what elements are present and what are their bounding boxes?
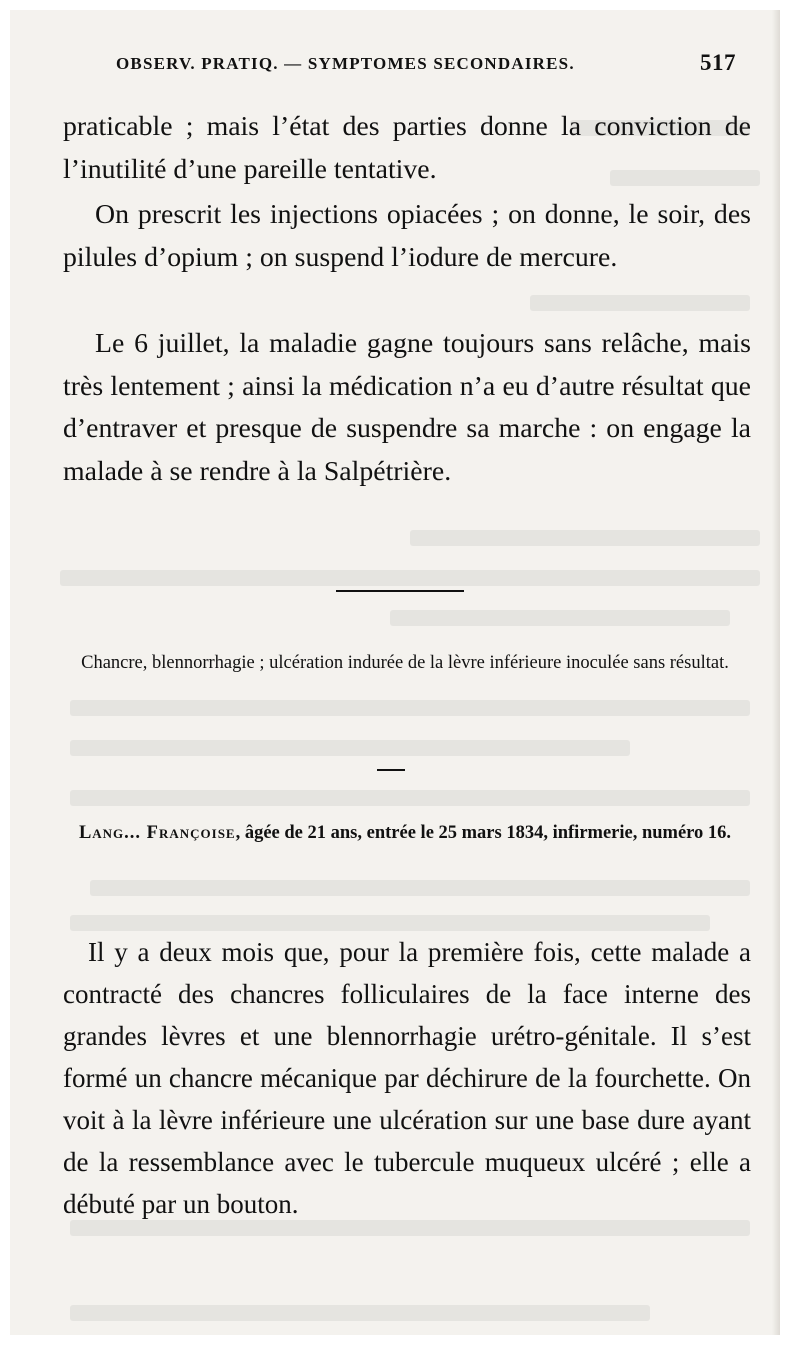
patient-details: , âgée de 21 ans, entrée le 25 mars 1834, infirmerie, numéro 16.	[235, 823, 732, 843]
paragraph-1: praticable ; mais l’état des parties donne la conviction de l’inutilité d’une pareille tentative.	[63, 111, 751, 185]
patient-name: Lang... Françoise	[78, 823, 236, 843]
paragraph-3: Le 6 juillet, la maladie gagne toujours sans relâche, mais très lentement ; ainsi la médication n’a eu d’autre résultat que d’entraver et presque de suspendre sa marche : on engage la malade à se rendre à la Salpétrière.	[63, 328, 751, 487]
running-title: OBSERV. PRATIQ. — SYMPTOMES SECONDAIRES.	[116, 54, 575, 73]
patient-line	[60, 820, 750, 846]
page-number: 517	[700, 50, 736, 75]
section-divider	[336, 590, 464, 592]
paragraph-2: On prescrit les injections opiacées ; on donne, le soir, des pilules d’opium ; on suspend l’iodure de mercure.	[63, 199, 751, 273]
short-divider	[377, 769, 405, 771]
running-header	[116, 50, 736, 76]
page-edge	[772, 10, 780, 1335]
book-page	[10, 10, 780, 1335]
case-paragraph: Il y a deux mois que, pour la première fois, cette malade a contracté des chancres folliculaires de la face interne des grandes lèvres et une blennorrhagie urétro-génitale. Il s’est formé un chancre mécanique par déchirure de la fourchette. On voit à la lèvre inférieure une ulcération sur une base dure ayant de la ressemblance avec le tubercule muqueux ulcéré ; elle a débuté par un bouton.	[63, 937, 751, 1219]
case-title: Chancre, blennorrhagie ; ulcération indurée de la lèvre inférieure inoculée sans résultat.	[81, 653, 729, 673]
